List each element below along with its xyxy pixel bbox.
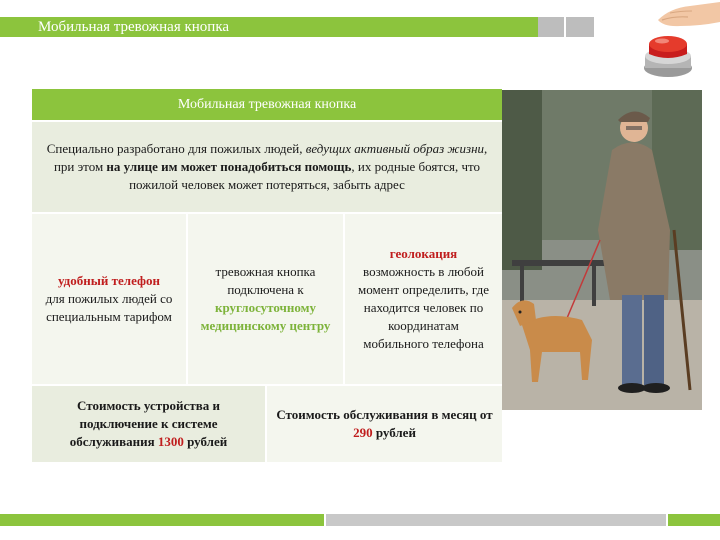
bottom-gray-bar bbox=[326, 514, 666, 526]
alarm-cell bbox=[188, 214, 343, 384]
top-gray-block bbox=[566, 17, 594, 37]
page-title: Мобильная тревожная кнопка bbox=[38, 19, 230, 35]
red-alarm-button-icon bbox=[642, 30, 694, 80]
device-cost-currency: рублей bbox=[187, 434, 228, 449]
device-cost-price: 1300 bbox=[157, 434, 184, 449]
geo-title: геолокация bbox=[389, 246, 458, 261]
geo-cell bbox=[345, 214, 502, 384]
phone-cell bbox=[32, 214, 186, 384]
service-cost-cell bbox=[267, 386, 502, 462]
geo-text: возможность в любой момент определить, где находится человек по координатам мобильного телефона bbox=[358, 264, 489, 351]
elderly-man-with-dog-photo bbox=[502, 90, 702, 410]
hand-pressing-icon bbox=[650, 0, 720, 30]
service-cost-text: Стоимость обслуживания в месяц от bbox=[276, 407, 493, 422]
intro-cell bbox=[32, 122, 502, 212]
info-table bbox=[32, 89, 502, 462]
top-gray-block bbox=[538, 17, 564, 37]
bottom-accent-bar-right bbox=[668, 514, 720, 526]
bottom-accent-bar bbox=[0, 514, 324, 526]
device-cost-text: Стоимость устройства и подключение к системе обслуживания bbox=[69, 398, 220, 449]
alarm-highlight: круглосуточному медицинскому центру bbox=[200, 300, 331, 333]
service-cost-currency: рублей bbox=[375, 425, 416, 440]
phone-title: удобный телефон bbox=[57, 273, 160, 288]
device-cost-cell bbox=[32, 386, 265, 462]
service-cost-price: 290 bbox=[353, 425, 373, 440]
table-heading: Мобильная тревожная кнопка bbox=[32, 89, 502, 120]
alarm-text: тревожная кнопка подключена к bbox=[215, 264, 316, 297]
phone-text: для пожилых людей со специальным тарифом bbox=[45, 291, 173, 324]
intro-text: Специально разработано для пожилых людей, ведущих активный образ жизни, при этом на улице им может понадобиться помощь, их родные боятся, что пожилой человек может потеряться, забыть адрес bbox=[46, 141, 488, 192]
